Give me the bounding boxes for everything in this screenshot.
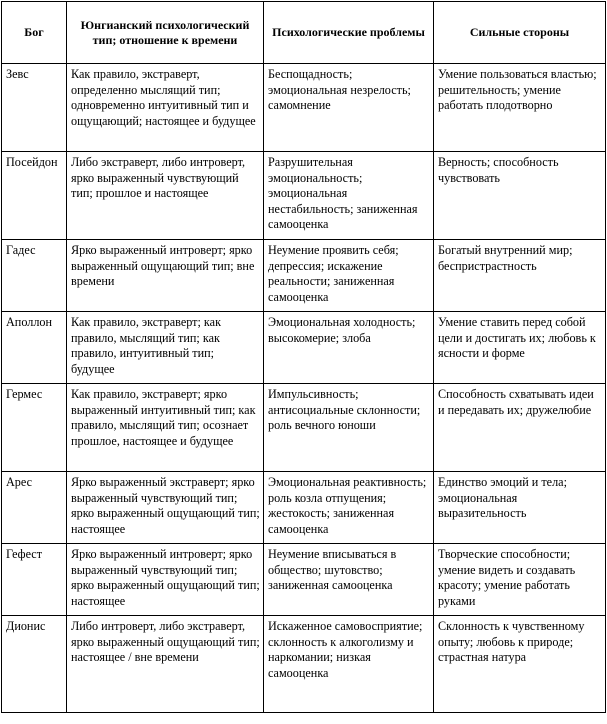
cell-problems: Беспощадность; эмоциональная незрелость; самомнение xyxy=(264,64,434,152)
cell-god: Посейдон xyxy=(2,152,67,240)
cell-problems: Неумение вписываться в общество; шутовство; заниженная самооценка xyxy=(264,544,434,616)
cell-problems: Импульсивность; антисоциальные склонности; роль вечного юноши xyxy=(264,384,434,472)
header-problems: Психологические проблемы xyxy=(264,2,434,64)
cell-strengths: Умение ставить перед собой цели и достигать их; любовь к ясности и форме xyxy=(434,312,606,384)
cell-problems: Эмоциональная холодность; высокомерие; злоба xyxy=(264,312,434,384)
cell-type: Ярко выраженный интроверт; ярко выраженный ощущающий тип; вне времени xyxy=(67,240,264,312)
cell-god: Зевс xyxy=(2,64,67,152)
cell-strengths: Склонность к чувственному опыту; любовь к природе; страстная натура xyxy=(434,616,606,713)
cell-problems: Неумение проявить себя; депрессия; искажение реальности; заниженная самооценка xyxy=(264,240,434,312)
header-strengths: Сильные стороны xyxy=(434,2,606,64)
cell-god: Арес xyxy=(2,472,67,544)
cell-strengths: Творческие способности; умение видеть и создавать красоту; умение работать руками xyxy=(434,544,606,616)
cell-god: Аполлон xyxy=(2,312,67,384)
cell-strengths: Умение пользоваться властью; решительность; умение работать плодотворно xyxy=(434,64,606,152)
table-row xyxy=(2,616,606,713)
cell-god: Гефест xyxy=(2,544,67,616)
header-god: Бог xyxy=(2,2,67,64)
cell-god: Дионис xyxy=(2,616,67,713)
cell-problems: Искаженное самовосприятие; склонность к алкоголизму и наркомании; низкая самооценка xyxy=(264,616,434,713)
cell-type: Как правило, экстраверт; как правило, мыслящий тип; как правило, интуитивный тип; будущее xyxy=(67,312,264,384)
cell-type: Ярко выраженный экстраверт; ярко выраженный чувствующий тип; ярко выраженный ощущающий тип; настоящее xyxy=(67,472,264,544)
cell-strengths: Богатый внутренний мир; беспристрастность xyxy=(434,240,606,312)
cell-type: Как правило, экстраверт; ярко выраженный интуитивный тип; как правило, мыслящий тип; осознает прошлое, настоящее и будущее xyxy=(67,384,264,472)
cell-type: Ярко выраженный интроверт; ярко выраженный чувствующий тип; ярко выраженный ощущающий тип; настоящее xyxy=(67,544,264,616)
table-row xyxy=(2,64,606,152)
table-row xyxy=(2,472,606,544)
gods-table xyxy=(1,1,606,713)
cell-type: Либо экстраверт, либо интроверт, ярко выраженный чувствующий тип; прошлое и настоящее xyxy=(67,152,264,240)
table-row xyxy=(2,312,606,384)
cell-strengths: Единство эмоций и тела; эмоциональная выразительность xyxy=(434,472,606,544)
cell-type: Либо интроверт, либо экстраверт, ярко выраженный ощущающий тип; настоящее / вне времени xyxy=(67,616,264,713)
table-row xyxy=(2,544,606,616)
table-row xyxy=(2,240,606,312)
cell-strengths: Способность схватывать идеи и передавать их; дружелюбие xyxy=(434,384,606,472)
cell-strengths: Верность; способность чувствовать xyxy=(434,152,606,240)
cell-god: Гадес xyxy=(2,240,67,312)
cell-type: Как правило, экстраверт, определенно мыслящий тип; одновременно интуитивный тип и ощущающий; настоящее и будущее xyxy=(67,64,264,152)
cell-problems: Эмоциональная реактивность; роль козла отпущения; жестокость; заниженная самооценка xyxy=(264,472,434,544)
header-row xyxy=(2,2,606,64)
header-jungian-type: Юнгианский психологический тип; отношение к времени xyxy=(67,2,264,64)
table-row xyxy=(2,384,606,472)
cell-problems: Разрушительная эмоциональность; эмоциональная нестабильность; заниженная самооценка xyxy=(264,152,434,240)
table-row xyxy=(2,152,606,240)
cell-god: Гермес xyxy=(2,384,67,472)
